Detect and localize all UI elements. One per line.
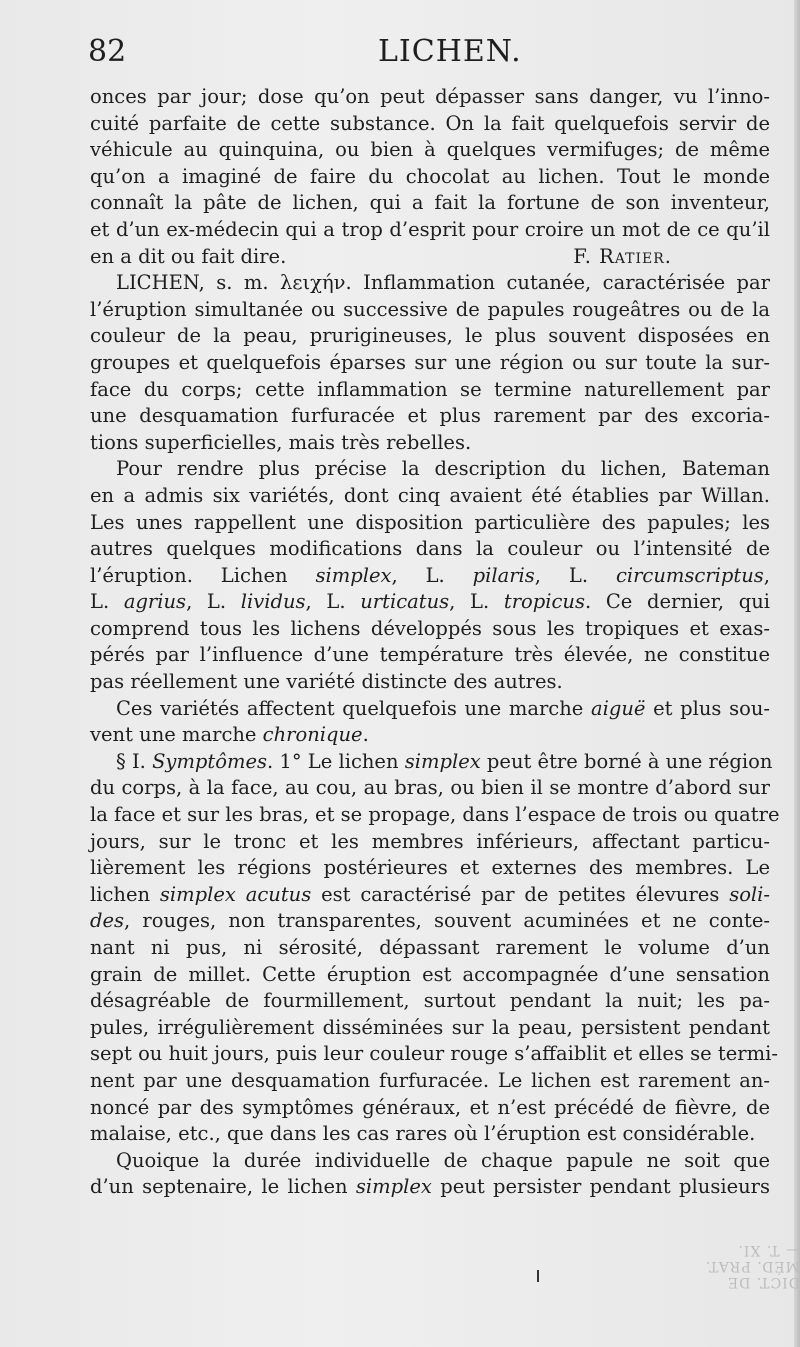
text-line: malaise, etc., que dans les cas rares où l’éruption est considérable. bbox=[90, 1122, 756, 1146]
text-line: jours, sur le tronc et les membres inférieurs, affectant particu- bbox=[90, 829, 770, 853]
italic-term: urticatus bbox=[360, 590, 450, 614]
text-line: en a admis six variétés, dont cinq avaient été établies par Willan. bbox=[90, 483, 770, 507]
text-line: Pour rendre plus précise la description du lichen, Bateman bbox=[116, 457, 770, 481]
running-title: LICHEN. bbox=[378, 34, 522, 69]
italic-term: simplex bbox=[315, 563, 392, 587]
italic-term: soli- bbox=[729, 882, 770, 906]
text-line: connaît la pâte de lichen, qui a fait la fortune de son inventeur, bbox=[90, 191, 770, 215]
text-line: face du corps; cette inflammation se termine naturellement par bbox=[90, 377, 770, 401]
text-line: groupes et quelquefois éparses sur une région ou sur toute la sur- bbox=[90, 350, 770, 374]
text-line: onces par jour; dose qu’on peut dépasser sans danger, vu l’inno- bbox=[90, 85, 770, 108]
page-number: 82 bbox=[88, 34, 127, 69]
section-heading-line bbox=[90, 749, 773, 776]
text-line bbox=[90, 722, 770, 749]
text-line-fragment: est caractérisé par de petites élevures bbox=[311, 882, 730, 906]
text-line: cuité parfaite de cette substance. On la fait quelquefois servir de bbox=[90, 111, 770, 135]
text-line bbox=[90, 696, 770, 723]
text-line-fragment: peut persister pendant plusieurs bbox=[431, 1175, 770, 1199]
italic-term: pilaris bbox=[472, 563, 535, 587]
author-signature: F. Ratier. bbox=[573, 244, 672, 268]
text-line-fragment: L. bbox=[90, 590, 124, 614]
text-line: tions superficielles, mais très rebelles. bbox=[90, 430, 472, 454]
text-line bbox=[90, 908, 770, 935]
text-line: qu’on a imaginé de faire du chocolat au lichen. Tout le monde bbox=[90, 164, 770, 188]
italic-term: chronique bbox=[262, 723, 363, 747]
text-line: désagréable de fourmillement, surtout pendant la nuit; les pa- bbox=[90, 989, 770, 1013]
text-line-fragment: en a dit ou fait dire. bbox=[90, 244, 287, 268]
text-line-fragment: . 1° Le lichen bbox=[267, 749, 405, 773]
text-line: lièrement les régions postérieures et externes des membres. Le bbox=[90, 856, 770, 880]
text-line-fragment: , L. bbox=[305, 590, 361, 614]
italic-term: des bbox=[90, 909, 125, 933]
bleed-through-text: DICT. DE MÉD. PRAT. — T. XI. bbox=[704, 1242, 800, 1290]
text-line: autres quelques modifications dans la couleur ou l’intensité de bbox=[90, 537, 770, 561]
text-line: la face et sur les bras, et se propage, dans l’espace de trois ou quatre bbox=[90, 803, 780, 827]
section-title: Symptômes bbox=[152, 749, 268, 773]
text-line: nent par une desquamation furfuracée. Le lichen est rarement an- bbox=[90, 1068, 770, 1092]
text-line: pas réellement une variété distincte des autres. bbox=[90, 670, 563, 694]
italic-term: simplex bbox=[355, 1175, 432, 1199]
text-line-fragment: et plus sou- bbox=[645, 696, 770, 720]
text-line-fragment: , L. bbox=[534, 563, 616, 587]
page-header bbox=[88, 34, 760, 82]
text-line: du corps, à la face, au cou, au bras, ou bien il se montre d’abord sur bbox=[90, 776, 770, 800]
ink-speck bbox=[537, 1270, 539, 1282]
text-line-fragment: . Ce dernier, qui bbox=[584, 590, 770, 614]
text-line-fragment: , rouges, non transparentes, souvent acuminées et ne conte- bbox=[124, 909, 770, 933]
text-line-fragment: Ces variétés affectent quelquefois une marche bbox=[116, 696, 591, 720]
text-line: et d’un ex-médecin qui a trop d’esprit pour croire un mot de ce qu’il bbox=[90, 217, 770, 241]
italic-term: lividus bbox=[240, 590, 306, 614]
body-text bbox=[90, 84, 780, 1201]
italic-term: simplex acutus bbox=[159, 882, 312, 906]
text-line bbox=[90, 882, 770, 909]
text-line: sept ou huit jours, puis leur couleur rouge s’affaiblit et elles se termi- bbox=[90, 1042, 778, 1066]
text-line-fragment: , bbox=[763, 563, 770, 587]
text-line-fragment: , L. bbox=[449, 590, 504, 614]
article-heading-line bbox=[90, 270, 770, 297]
text-line: pérés par l’influence d’une température très élevée, ne constitue bbox=[90, 643, 770, 667]
text-line: pules, irrégulièrement disséminées sur la peau, persistent pendant bbox=[90, 1015, 770, 1039]
italic-term: tropicus bbox=[503, 590, 585, 614]
text-line bbox=[90, 563, 770, 590]
article-headword: LICHEN bbox=[116, 271, 199, 295]
text-line-with-signature bbox=[90, 244, 770, 271]
text-line-fragment: vent une marche bbox=[90, 723, 263, 747]
text-line-fragment: peut être borné à une région bbox=[480, 749, 773, 773]
text-line-fragment: , s. m. λειχήν. Inflammation cutanée, caractérisée par bbox=[198, 271, 770, 295]
text-line-fragment: . bbox=[362, 723, 369, 747]
italic-term: agrius bbox=[123, 590, 187, 614]
text-line-fragment: d’un septenaire, le lichen bbox=[90, 1175, 356, 1199]
text-line bbox=[90, 1174, 770, 1201]
text-line: grain de millet. Cette éruption est accompagnée d’une sensation bbox=[90, 962, 770, 986]
italic-term: aiguë bbox=[591, 696, 646, 720]
text-line: Quoique la durée individuelle de chaque papule ne soit que bbox=[116, 1148, 770, 1172]
italic-term: simplex bbox=[404, 749, 481, 773]
text-line-fragment: , L. bbox=[186, 590, 241, 614]
text-line: comprend tous les lichens développés sous les tropiques et exas- bbox=[90, 616, 770, 640]
text-line bbox=[90, 589, 770, 616]
text-line: Les unes rappellent une disposition particulière des papules; les bbox=[90, 510, 770, 534]
text-line-fragment: , L. bbox=[391, 563, 473, 587]
text-line: nant ni pus, ni sérosité, dépassant rarement le volume d’un bbox=[90, 936, 770, 959]
text-line-fragment: l’éruption. Lichen bbox=[90, 563, 316, 587]
text-line: couleur de la peau, prurigineuses, le plus souvent disposées en bbox=[90, 324, 770, 348]
text-line-fragment: lichen bbox=[90, 882, 160, 906]
text-line: l’éruption simultanée ou successive de papules rougeâtres ou de la bbox=[90, 297, 770, 321]
page-fold-shadow bbox=[794, 0, 800, 1347]
italic-term: circumscriptus bbox=[615, 563, 764, 587]
section-mark: § I. bbox=[116, 749, 153, 773]
text-line: noncé par des symptômes généraux, et n’est précédé de fièvre, de bbox=[90, 1095, 770, 1119]
text-line: une desquamation furfuracée et plus rarement par des excoria- bbox=[90, 404, 770, 428]
text-line: véhicule au quinquina, ou bien à quelques vermifuges; de même bbox=[90, 138, 770, 162]
